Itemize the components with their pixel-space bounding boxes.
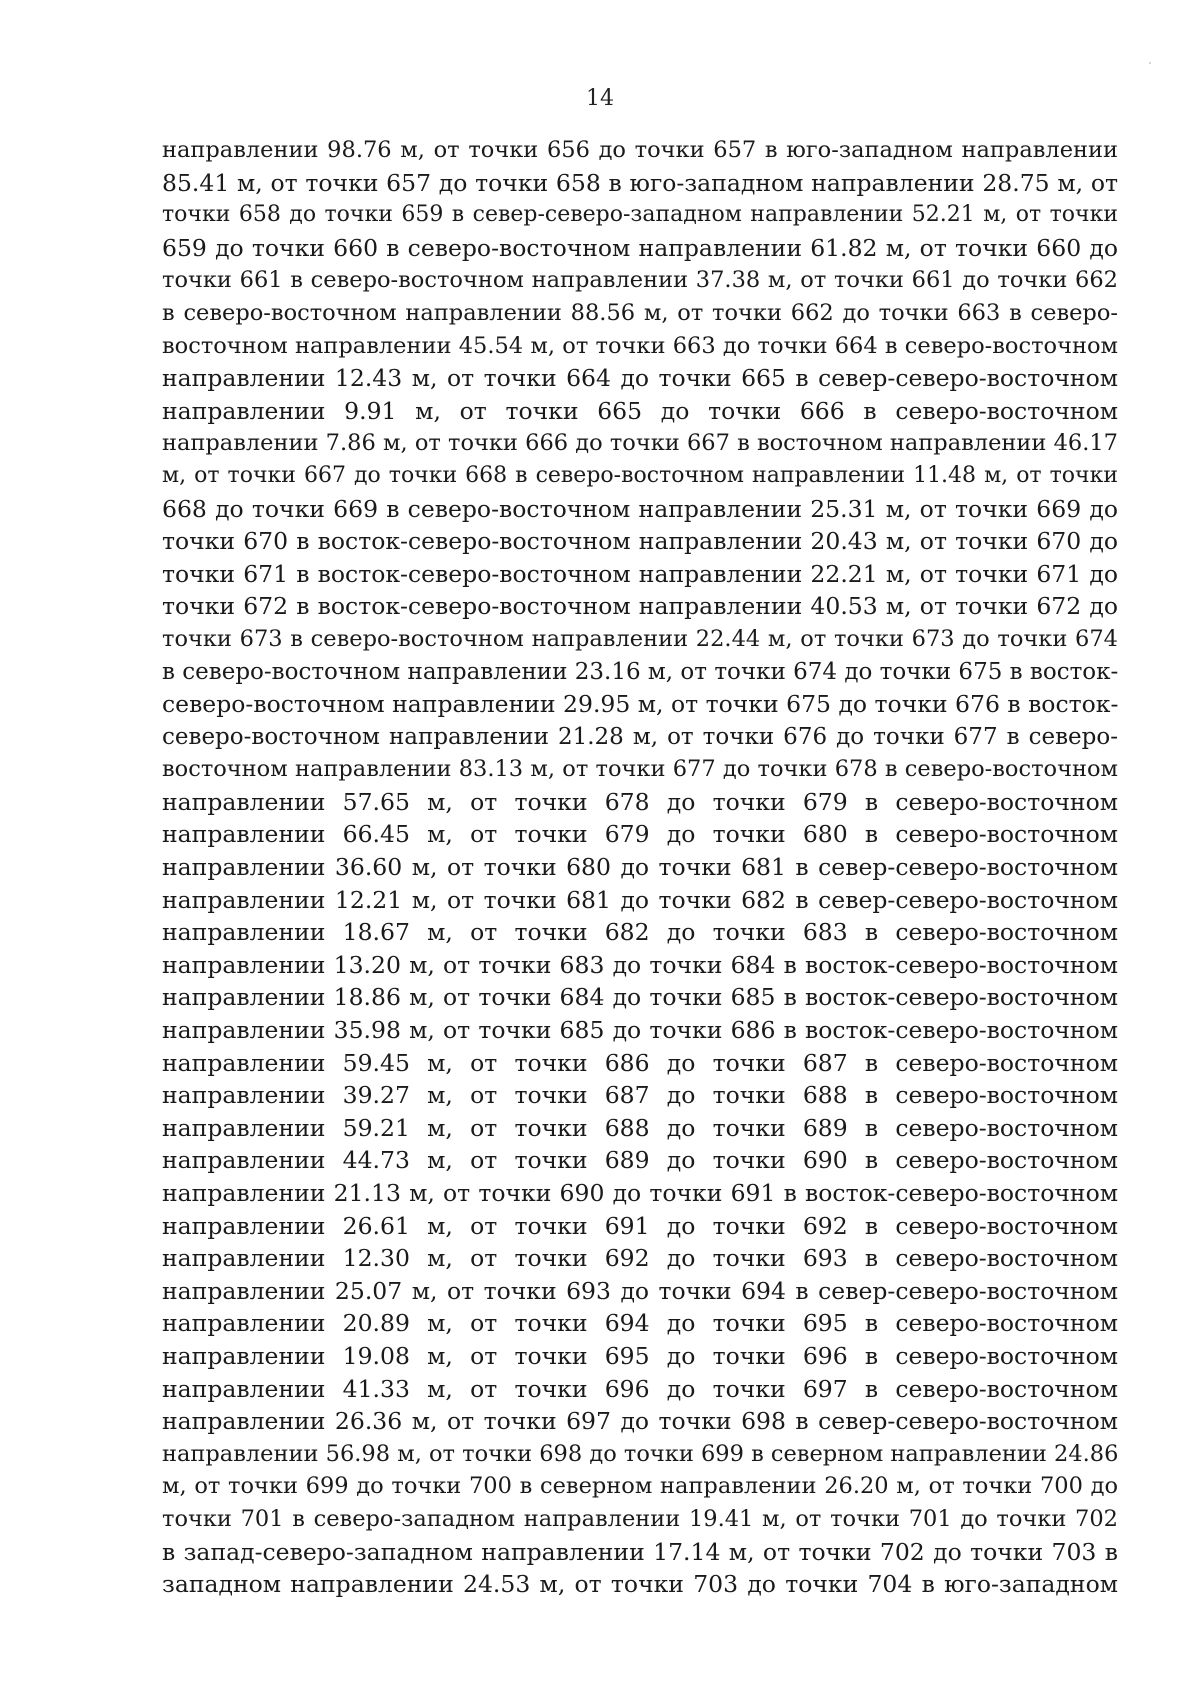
text-line: направлении 41.33 м, от точки 696 до точки 697 в северо-восточном	[162, 1374, 1118, 1403]
page-number: 14	[586, 86, 614, 111]
text-line: 85.41 м, от точки 657 до точки 658 в юго-западном направлении 28.75 м, от	[162, 168, 1118, 197]
text-line: 668 до точки 669 в северо-восточном направлении 25.31 м, от точки 669 до	[162, 494, 1118, 523]
text-line: точки 671 в восток-северо-восточном направлении 22.21 м, от точки 671 до	[162, 559, 1118, 588]
text-line: направлении 36.60 м, от точки 680 до точки 681 в север-северо-восточном	[162, 853, 1118, 882]
text-line: направлении 21.13 м, от точки 690 до точки 691 в восток-северо-восточном	[162, 1179, 1118, 1207]
text-line: направлении 18.67 м, от точки 682 до точки 683 в северо-восточном	[162, 918, 1118, 947]
text-line: направлении 59.45 м, от точки 686 до точки 687 в северо-восточном	[162, 1048, 1118, 1077]
text-line: точки 701 в северо-западном направлении 19.41 м, от точки 701 до точки 702	[162, 1505, 1118, 1532]
text-line: направлении 12.43 м, от точки 664 до точки 665 в север-северо-восточном	[162, 364, 1118, 393]
text-line: направлении 19.08 м, от точки 695 до точки 696 в северо-восточном	[162, 1341, 1118, 1370]
text-line: восточном направлении 45.54 м, от точки 663 до точки 664 в северо-восточном	[162, 332, 1118, 359]
text-line: м, от точки 699 до точки 700 в северном направлении 26.20 м, от точки 700 до	[162, 1473, 1118, 1500]
text-line: направлении 66.45 м, от точки 679 до точки 680 в северо-восточном	[162, 820, 1118, 849]
text-line: направлении 56.98 м, от точки 698 до точки 699 в северном направлении 24.86	[162, 1440, 1118, 1467]
text-line: точки 670 в восток-северо-восточном направлении 20.43 м, от точки 670 до	[162, 527, 1118, 556]
text-line: направлении 18.86 м, от точки 684 до точки 685 в восток-северо-восточном	[162, 983, 1118, 1012]
text-line: в северо-восточном направлении 23.16 м, от точки 674 до точки 675 в восток-	[162, 658, 1118, 685]
text-line: направлении 57.65 м, от точки 678 до точки 679 в северо-восточном	[162, 787, 1118, 816]
text-line: восточном направлении 83.13 м, от точки 677 до точки 678 в северо-восточном	[162, 756, 1118, 783]
text-line: направлении 12.30 м, от точки 692 до точки 693 в северо-восточном	[162, 1244, 1118, 1273]
body-text	[162, 134, 1118, 1601]
text-line: направлении 44.73 м, от точки 689 до точки 690 в северо-восточном	[162, 1146, 1118, 1175]
text-line: м, от точки 667 до точки 668 в северо-восточном направлении 11.48 м, от точки	[162, 462, 1118, 488]
text-line: точки 661 в северо-восточном направлении 37.38 м, от точки 661 до точки 662	[162, 267, 1118, 294]
text-line: 659 до точки 660 в северо-восточном направлении 61.82 м, от точки 660 до	[162, 233, 1118, 262]
text-line: направлении 25.07 м, от точки 693 до точки 694 в север-северо-восточном	[162, 1276, 1118, 1305]
text-line: точки 658 до точки 659 в север-северо-западном направлении 52.21 м, от точки	[162, 202, 1118, 228]
text-line: северо-восточном направлении 29.95 м, от точки 675 до точки 676 в восток-	[162, 690, 1118, 719]
text-line: точки 673 в северо-восточном направлении 22.44 м, от точки 673 до точки 674	[162, 625, 1118, 652]
text-line: направлении 98.76 м, от точки 656 до точки 657 в юго-западном направлении	[162, 137, 1118, 163]
text-line: направлении 26.36 м, от точки 697 до точки 698 в север-северо-восточном	[162, 1407, 1118, 1436]
text-line: направлении 59.21 м, от точки 688 до точки 689 в северо-восточном	[162, 1113, 1118, 1142]
text-line: направлении 7.86 м, от точки 666 до точки 667 в восточном направлении 46.17	[162, 430, 1118, 457]
text-line: в запад-северо-западном направлении 17.14 м, от точки 702 до точки 703 в	[162, 1537, 1118, 1566]
text-line: направлении 26.61 м, от точки 691 до точки 692 в северо-восточном	[162, 1211, 1118, 1240]
text-line: точки 672 в восток-северо-восточном направлении 40.53 м, от точки 672 до	[162, 592, 1118, 621]
text-line: направлении 39.27 м, от точки 687 до точки 688 в северо-восточном	[162, 1081, 1118, 1110]
scan-speck	[1149, 62, 1151, 64]
text-line: направлении 9.91 м, от точки 665 до точки 666 в северо-восточном	[162, 396, 1118, 425]
text-line: направлении 35.98 м, от точки 685 до точки 686 в восток-северо-восточном	[162, 1016, 1118, 1045]
text-line: северо-восточном направлении 21.28 м, от точки 676 до точки 677 в северо-	[162, 723, 1118, 750]
text-line: направлении 20.89 м, от точки 694 до точки 695 в северо-восточном	[162, 1309, 1118, 1338]
text-line: направлении 12.21 м, от точки 681 до точки 682 в север-северо-восточном	[162, 885, 1118, 914]
text-line: западном направлении 24.53 м, от точки 703 до точки 704 в юго-западном	[162, 1570, 1118, 1599]
text-line: направлении 13.20 м, от точки 683 до точки 684 в восток-северо-восточном	[162, 950, 1118, 979]
text-line: в северо-восточном направлении 88.56 м, от точки 662 до точки 663 в северо-	[162, 299, 1118, 326]
